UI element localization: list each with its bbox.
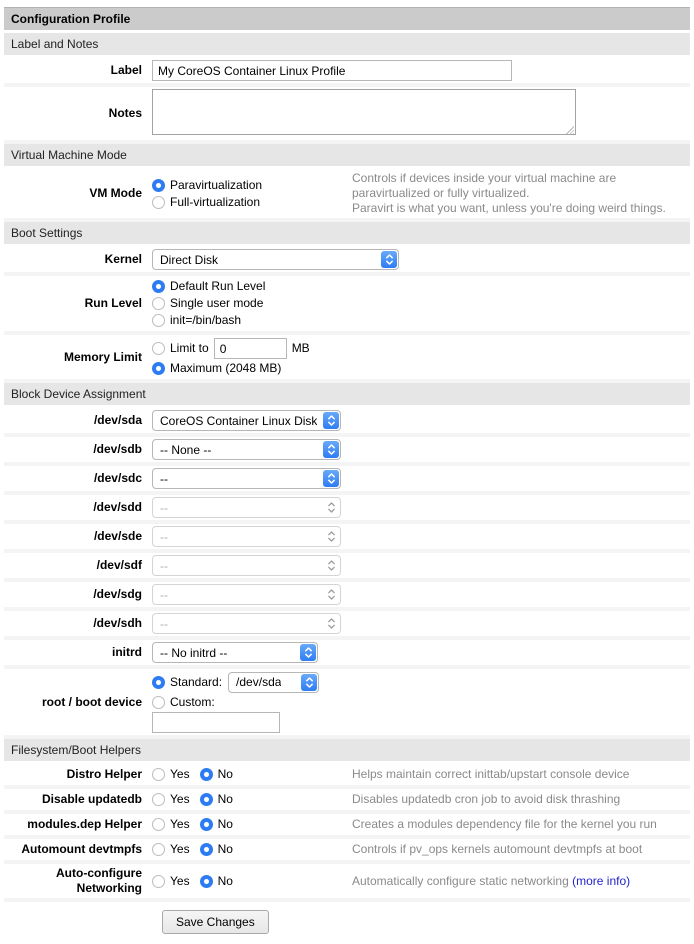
label-field-label: Label <box>110 63 142 77</box>
notes-textarea[interactable] <box>152 89 576 135</box>
no-label: No <box>217 817 233 831</box>
dev-sdb-select[interactable] <box>152 439 341 460</box>
vm-mode-paravirtualization-radio[interactable] <box>152 178 352 193</box>
radio-selected-icon <box>200 875 213 888</box>
auto-configure-networking-row <box>4 864 690 902</box>
select-stepper-icon <box>323 557 339 574</box>
dev-sdc-select[interactable] <box>152 468 341 489</box>
no-label: No <box>217 792 233 806</box>
radio-unselected-icon <box>152 297 165 310</box>
radio-selected-icon <box>200 818 213 831</box>
automount-devtmpfs-row <box>4 839 690 864</box>
automount-devtmpfs-label: Automount devtmpfs <box>21 842 142 856</box>
select-stepper-icon <box>323 441 339 458</box>
radio-selected-icon <box>200 768 213 781</box>
dev-sdc-row <box>4 466 690 495</box>
vm-mode-help <box>352 171 690 216</box>
dev-sdh-select <box>152 613 341 634</box>
select-stepper-icon <box>323 412 339 429</box>
auto-configure-help-text: Automatically configure static networking <box>352 873 569 888</box>
vm-mode-row <box>4 169 690 222</box>
dev-sdb-row <box>4 437 690 466</box>
radio-selected-icon <box>152 280 165 293</box>
auto-configure-yes-radio[interactable] <box>152 874 190 889</box>
vm-help-line-1: Controls if devices inside your virtual machine are <box>352 171 617 185</box>
label-input[interactable] <box>152 60 512 81</box>
modules-dep-yes-radio[interactable] <box>152 817 190 832</box>
yes-label: Yes <box>170 873 190 888</box>
distro-helper-row <box>4 764 690 789</box>
limit-to-label: Limit to <box>170 341 209 355</box>
section-virtual-machine-mode: Virtual Machine Mode <box>4 144 690 166</box>
radio-selected-icon <box>152 362 165 375</box>
modules-dep-helper-row <box>4 814 690 839</box>
dev-sda-row <box>4 408 690 437</box>
modules-dep-helper-label: modules.dep Helper <box>27 817 142 831</box>
root-device-select[interactable] <box>228 672 319 693</box>
vm-help-line-3: Paravirt is what you want, unless you're doing weird things. <box>352 201 666 215</box>
radio-unselected-icon <box>152 793 165 806</box>
yes-label: Yes <box>170 842 190 856</box>
dev-sde-row <box>4 524 690 553</box>
radio-unselected-icon <box>152 196 165 209</box>
distro-helper-label: Distro Helper <box>66 767 142 781</box>
maximum-memory-label: Maximum (2048 MB) <box>170 361 282 375</box>
disable-updatedb-label: Disable updatedb <box>41 792 142 806</box>
radio-unselected-icon <box>152 818 165 831</box>
dev-sdb-select-value: -- None -- <box>160 442 212 457</box>
radio-unselected-icon <box>152 875 165 888</box>
no-label: No <box>217 767 233 781</box>
distro-helper-help: Helps maintain correct inittab/upstart console device <box>352 767 630 781</box>
radio-selected-icon <box>200 793 213 806</box>
standard-label: Standard: <box>170 675 223 689</box>
radio-unselected-icon <box>152 843 165 856</box>
select-stepper-icon <box>323 499 339 516</box>
save-row <box>4 910 690 934</box>
memory-limit-to-radio[interactable] <box>152 341 209 356</box>
disable-updatedb-row <box>4 789 690 814</box>
dev-sda-select-value: CoreOS Container Linux Disk <box>160 413 318 428</box>
dev-sdd-select-value: -- <box>160 500 168 515</box>
vm-mode-full-virtualization-radio[interactable] <box>152 195 352 210</box>
paravirtualization-option-label: Paravirtualization <box>170 177 263 192</box>
root-standard-radio[interactable] <box>152 675 222 690</box>
modules-dep-no-radio[interactable] <box>200 817 233 832</box>
no-label: No <box>217 842 233 856</box>
automount-devtmpfs-help: Controls if pv_ops kernels automount devtmpfs at boot <box>352 842 643 856</box>
auto-configure-help <box>352 874 690 889</box>
dev-sdg-select <box>152 584 341 605</box>
initrd-row <box>4 640 690 669</box>
default-run-level-label: Default Run Level <box>170 279 266 293</box>
memory-limit-label: Memory Limit <box>63 349 142 364</box>
select-stepper-icon <box>301 674 317 691</box>
section-filesystem-boot-helpers: Filesystem/Boot Helpers <box>4 739 690 761</box>
select-stepper-icon <box>381 251 397 268</box>
radio-unselected-icon <box>152 314 165 327</box>
vm-mode-label: VM Mode <box>89 186 142 200</box>
kernel-label: Kernel <box>104 252 142 266</box>
dev-sdc-select-value: -- <box>160 471 168 486</box>
full-virtualization-option-label: Full-virtualization <box>170 194 261 209</box>
kernel-select-value: Direct Disk <box>160 252 219 267</box>
custom-label: Custom: <box>170 695 215 709</box>
yes-label: Yes <box>170 817 190 831</box>
label-row <box>4 58 690 87</box>
more-info-link[interactable]: (more info) <box>572 873 631 888</box>
select-stepper-icon <box>323 586 339 603</box>
dev-sdf-label: /dev/sdf <box>96 558 142 572</box>
no-label: No <box>217 873 233 888</box>
vm-help-line-2: paravirtualized or fully virtualized. <box>352 186 530 200</box>
dev-sdf-select-value: -- <box>160 558 168 573</box>
run-level-init-bash-radio[interactable] <box>152 313 265 328</box>
root-device-select-value: /dev/sda <box>236 675 282 689</box>
dev-sdf-select <box>152 555 341 576</box>
disable-updatedb-no-radio[interactable] <box>200 792 233 807</box>
dev-sda-select[interactable] <box>152 410 341 431</box>
dev-sdg-row <box>4 582 690 611</box>
dev-sdg-select-value: -- <box>160 587 168 602</box>
yes-label: Yes <box>170 792 190 806</box>
select-stepper-icon <box>323 470 339 487</box>
yes-label: Yes <box>170 767 190 781</box>
dev-sdd-row <box>4 495 690 524</box>
initrd-label: initrd <box>112 645 142 659</box>
automount-devtmpfs-yes-radio[interactable] <box>152 842 190 857</box>
radio-unselected-icon <box>152 696 165 709</box>
initrd-select-value: -- No initrd -- <box>160 645 228 660</box>
root-custom-radio[interactable] <box>152 695 319 710</box>
disable-updatedb-help: Disables updatedb cron job to avoid disk thrashing <box>352 792 621 806</box>
dev-sdd-select <box>152 497 341 518</box>
memory-limit-input[interactable] <box>214 338 287 359</box>
dev-sdh-select-value: -- <box>160 616 168 631</box>
dev-sdb-label: /dev/sdb <box>93 442 142 456</box>
radio-selected-icon <box>200 843 213 856</box>
memory-limit-row <box>4 335 690 383</box>
dev-sdc-label: /dev/sdc <box>93 471 142 485</box>
single-user-mode-label: Single user mode <box>170 296 264 310</box>
dev-sde-select-value: -- <box>160 529 168 544</box>
run-level-default-radio[interactable] <box>152 279 265 294</box>
init-bin-bash-label: init=/bin/bash <box>170 313 242 327</box>
dev-sdd-label: /dev/sdd <box>93 500 142 514</box>
kernel-select[interactable] <box>152 249 399 270</box>
modules-dep-help: Creates a modules dependency file for the kernel you run <box>352 817 657 831</box>
run-level-label: Run Level <box>84 296 142 310</box>
radio-selected-icon <box>152 676 165 689</box>
dev-sde-label: /dev/sde <box>93 529 142 543</box>
dev-sde-select <box>152 526 341 547</box>
distro-helper-no-radio[interactable] <box>200 767 233 782</box>
save-changes-button[interactable]: Save Changes <box>162 910 269 934</box>
notes-row <box>4 87 690 144</box>
notes-field-label: Notes <box>108 106 142 120</box>
radio-selected-icon <box>152 179 165 192</box>
dev-sdh-label: /dev/sdh <box>93 616 142 630</box>
initrd-select[interactable] <box>152 642 318 663</box>
page-title: Configuration Profile <box>4 7 690 30</box>
section-boot-settings: Boot Settings <box>4 222 690 244</box>
select-stepper-icon <box>323 528 339 545</box>
section-label-and-notes: Label and Notes <box>4 33 690 55</box>
radio-unselected-icon <box>152 768 165 781</box>
distro-helper-yes-radio[interactable] <box>152 767 190 782</box>
root-boot-device-label: root / boot device <box>41 694 142 709</box>
run-level-row <box>4 276 690 335</box>
dev-sdf-row <box>4 553 690 582</box>
root-boot-device-row <box>4 669 690 739</box>
select-stepper-icon <box>323 615 339 632</box>
root-custom-input[interactable] <box>152 712 280 733</box>
select-stepper-icon <box>300 644 316 661</box>
dev-sdg-label: /dev/sdg <box>93 587 142 601</box>
automount-devtmpfs-no-radio[interactable] <box>200 842 233 857</box>
dev-sda-label: /dev/sda <box>93 413 142 427</box>
disable-updatedb-yes-radio[interactable] <box>152 792 190 807</box>
section-block-device-assignment: Block Device Assignment <box>4 383 690 405</box>
memory-maximum-radio[interactable] <box>152 361 310 376</box>
kernel-row <box>4 247 690 276</box>
auto-configure-networking-label: Auto-configure Networking <box>56 866 142 895</box>
mb-unit-label: MB <box>291 341 310 355</box>
auto-configure-no-radio[interactable] <box>200 874 233 889</box>
dev-sdh-row <box>4 611 690 640</box>
radio-unselected-icon <box>152 342 165 355</box>
run-level-single-user-radio[interactable] <box>152 296 265 311</box>
